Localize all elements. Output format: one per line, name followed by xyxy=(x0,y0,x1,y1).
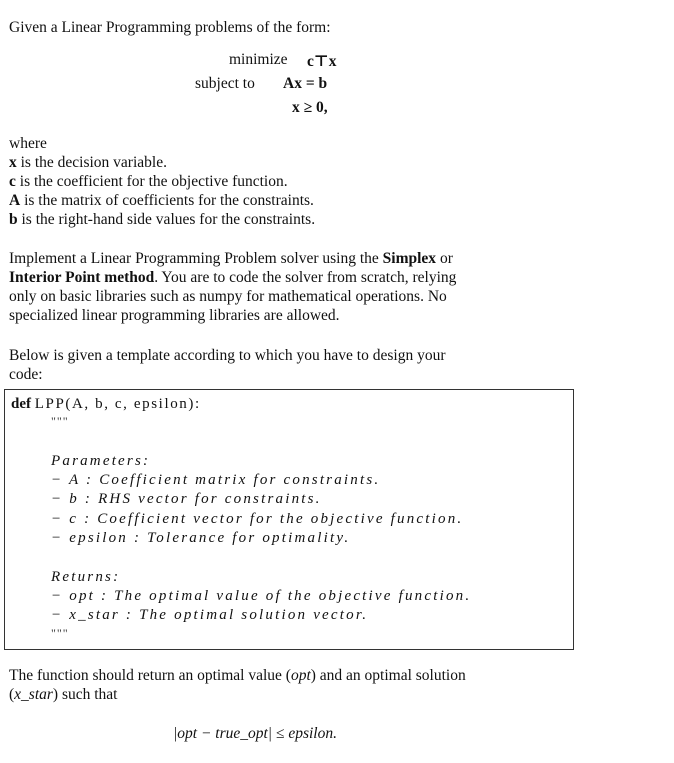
implement-line-1 xyxy=(9,249,453,268)
where-item-x-text: is the decision variable. xyxy=(16,154,167,171)
where-item-a-text: is the matrix of coefficients for the constraints. xyxy=(20,192,314,209)
subject-to-label: subject to xyxy=(195,75,255,92)
where-item-b-text: is the right-hand side values for the constraints. xyxy=(17,211,316,228)
closing-line-1-a: The function should return an optimal value ( xyxy=(9,667,291,684)
opt-term: opt xyxy=(290,667,311,684)
where-item-a xyxy=(9,191,314,210)
closing-line-2 xyxy=(9,685,118,704)
implement-line-1-c: or xyxy=(436,250,453,267)
where-item-c xyxy=(9,172,288,191)
template-intro-line-1: Below is given a template according to which you have to design your xyxy=(9,347,446,364)
simplex-term: Simplex xyxy=(382,250,437,267)
return-opt: − opt : The optimal value of the objective function. xyxy=(51,588,472,604)
closing-line-1-c: ) and an optimal solution xyxy=(310,667,466,684)
interior-point-term: Interior Point method xyxy=(9,269,155,286)
implement-line-2-b: . You are to code the solver from scratch, relying xyxy=(154,269,457,286)
intro-text: Given a Linear Programming problems of the form: xyxy=(9,19,331,36)
symbol-b: b xyxy=(9,211,18,228)
implement-line-3: only on basic libraries such as numpy for mathematical operations. No xyxy=(9,288,447,305)
where-item-c-text: is the coefficient for the objective function. xyxy=(15,173,288,190)
def-keyword: def xyxy=(11,396,31,412)
implement-line-2 xyxy=(9,268,456,287)
signature-text: LPP(A, b, c, epsilon): xyxy=(34,396,201,412)
optimality-equation: |opt − true_opt| ≤ epsilon. xyxy=(173,725,337,742)
where-label: where xyxy=(9,135,47,152)
param-c: − c : Coefficient vector for the objective function. xyxy=(51,511,464,527)
nonnegativity-constraint: x ≥ 0, xyxy=(292,99,328,116)
function-signature xyxy=(11,395,201,414)
docstring-open: """ xyxy=(51,414,69,428)
x-star-term: x_star xyxy=(14,686,53,703)
template-intro-line-2: code: xyxy=(9,366,43,383)
param-a: − A : Coefficient matrix for constraints. xyxy=(51,472,381,488)
return-x-star: − x_star : The optimal solution vector. xyxy=(51,607,369,623)
implement-line-1-a: Implement a Linear Programming Problem solver using the xyxy=(9,250,383,267)
returns-header: Returns: xyxy=(51,569,121,585)
symbol-x: x xyxy=(9,154,17,171)
symbol-a: A xyxy=(9,192,21,209)
closing-line-2-c: ) such that xyxy=(52,686,118,703)
equality-constraint: Ax = b xyxy=(283,75,328,92)
param-b: − b : RHS vector for constraints. xyxy=(51,491,322,507)
minimize-label: minimize xyxy=(229,51,288,68)
where-item-x xyxy=(9,153,167,172)
implement-line-4: specialized linear programming libraries are allowed. xyxy=(9,307,340,324)
param-epsilon: − epsilon : Tolerance for optimality. xyxy=(51,530,351,546)
closing-line-2-a: ( xyxy=(9,686,15,703)
docstring-close: """ xyxy=(51,626,69,640)
parameters-header: Parameters: xyxy=(51,453,151,469)
where-item-b xyxy=(9,210,315,229)
closing-line-1 xyxy=(9,666,466,685)
objective-expression: c⊤x xyxy=(307,53,337,70)
symbol-c: c xyxy=(9,173,16,190)
